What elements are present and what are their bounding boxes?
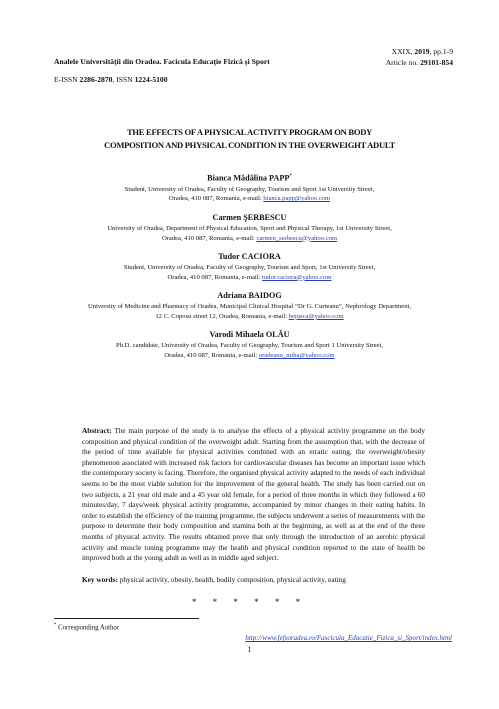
author-address: 12 C. Coposu street 12, Oradea, Romania, e-mail: bejusca@yahoo.com	[155, 312, 344, 320]
journal-name: Analele Universităţii din Oradea. Facicula Educaţie Fizică şi Sport	[54, 57, 270, 66]
article-number: 29101-854	[420, 58, 453, 67]
footnote-mark: *	[54, 623, 57, 628]
footnote	[54, 623, 119, 631]
author-name: Bianca Mădălina PAPP*	[207, 173, 292, 183]
abstract-text: The main purpose of the study is to analyse the effects of a physical activity programme on the body composition and physical condition of the overweight adult. Starting from the assumption that, with the decrease of the period of time available for physical activities combined with an erratic eating, the overweight/obesity phenomenon associated with increased risk factors for cardiovascular diseases has become an important issue which the contemporary society is facing. Therefore, the organised physical activity adapted to the needs of each individual seems to be the most viable solution for the improvement of the general health. The study has been carried out on two subjects, a 21 year old male and a 45 year old female, for a period of three months in which they followed a 60 minutes/day, 7 days/week physical activity programme, accompanied by minor changes in their eating habits. In order to establish the efficiency of the training programme, the subjects underwent a series of measurements with the purpose to determine their body composition and stamina both at the beginning, as well as at the end of the three months of physical activity. The results obtained prove that only through the introduction of an aerobic physical activity and muscle toning programme may the health and physical condition reported to the state of health be improved both at the young adult as well as in middle aged subject.	[82, 426, 425, 563]
author-email-link[interactable]: tudor.caciora@yahoo.com	[262, 273, 332, 281]
author-block	[40, 212, 459, 243]
author-block	[40, 171, 459, 204]
author-name: Adriana BAIDOG	[217, 291, 282, 301]
journal-url-link[interactable]: http://www.fefsoradea.ro/Fascicula_Educatie_Fizica_si_Sport/index.html	[245, 634, 452, 642]
volume-line: XXIX, 2019, pp.1-9	[391, 47, 453, 56]
author-block	[40, 329, 459, 360]
journal-header	[54, 56, 270, 86]
author-list	[40, 171, 459, 369]
author-affiliation: Student, University of Oradea, Faculty of Geography, Tourism and Sport 1st University Street,	[124, 185, 375, 193]
author-address: Oradea, 410 087, Romania, e-mail: carmen_serbescu@yahoo.com	[161, 234, 338, 242]
issn-line: E-ISSN 2286-2870, ISSN 1224-5100	[54, 75, 168, 84]
paper-title: THE EFFECTS OF A PHYSICAL ACTIVITY PROGRAM ON BODY COMPOSITION AND PHYSICAL CONDITION IN THE OVERWEIGHT ADULT	[104, 127, 395, 150]
author-email-link[interactable]: carmen_serbescu@yahoo.com	[256, 234, 338, 242]
abstract-label: Abstract:	[82, 426, 112, 435]
footnote-text: Corresponding Author	[56, 624, 120, 632]
year: 2019	[414, 47, 430, 56]
volume-info	[386, 46, 453, 68]
author-affiliation: University of Medicine and Pharmacy of Oradea, Municipal Clinical Hospital “Dr G. Curteanu”, Nephrology Department,	[87, 303, 411, 311]
author-address: Oradea, 410 087, Romania, e-mail: bianca.papp@yahoo.com	[168, 195, 331, 203]
keywords-text: physical activity, obesity, health, bodily composition, physical activity, eating	[117, 575, 346, 584]
issn: 1224-5100	[134, 75, 168, 84]
author-affiliation: Student, University of Oradea, Faculty of Geography, Tourism and Sport, 1st University Street,	[123, 264, 376, 272]
author-address: Oradea, 410 087, Romania, e-mail: tudor.caciora@yahoo.com	[167, 273, 332, 281]
author-email-link[interactable]: bianca.papp@yahoo.com	[263, 195, 331, 203]
author-block	[40, 251, 459, 282]
keywords	[82, 575, 425, 585]
author-name: Carmen ŞERBESCU	[212, 212, 287, 222]
corresponding-mark: *	[289, 174, 292, 179]
section-separator: * * * * * *	[191, 597, 308, 607]
page-number: 1	[247, 645, 252, 654]
author-name: Varodi Mihaela OLĂU	[209, 330, 290, 340]
author-email-link[interactable]: oradeanu_miha@yahoo.com	[258, 352, 335, 360]
abstract	[82, 426, 425, 564]
eissn: 2286-2870	[79, 75, 113, 84]
keywords-label: Key words:	[82, 575, 118, 584]
article-line: Article no. 29101-854	[385, 58, 453, 67]
author-email-link[interactable]: bejusca@yahoo.com	[288, 312, 344, 320]
author-name: Tudor CACIORA	[218, 252, 281, 262]
author-affiliation: University of Oradea, Department of Physical Education, Sport and Physical Therapy, 1st University Street,	[107, 224, 392, 232]
footnote-rule	[54, 618, 199, 619]
author-affiliation: Ph.D. candidate, University of Oradea, Faculty of Geography, Tourism and Sport 1 University Street,	[116, 342, 383, 350]
author-address: Oradea, 410 087, Romania, e-mail: oradeanu_miha@yahoo.com	[164, 352, 335, 360]
author-block	[40, 290, 459, 321]
